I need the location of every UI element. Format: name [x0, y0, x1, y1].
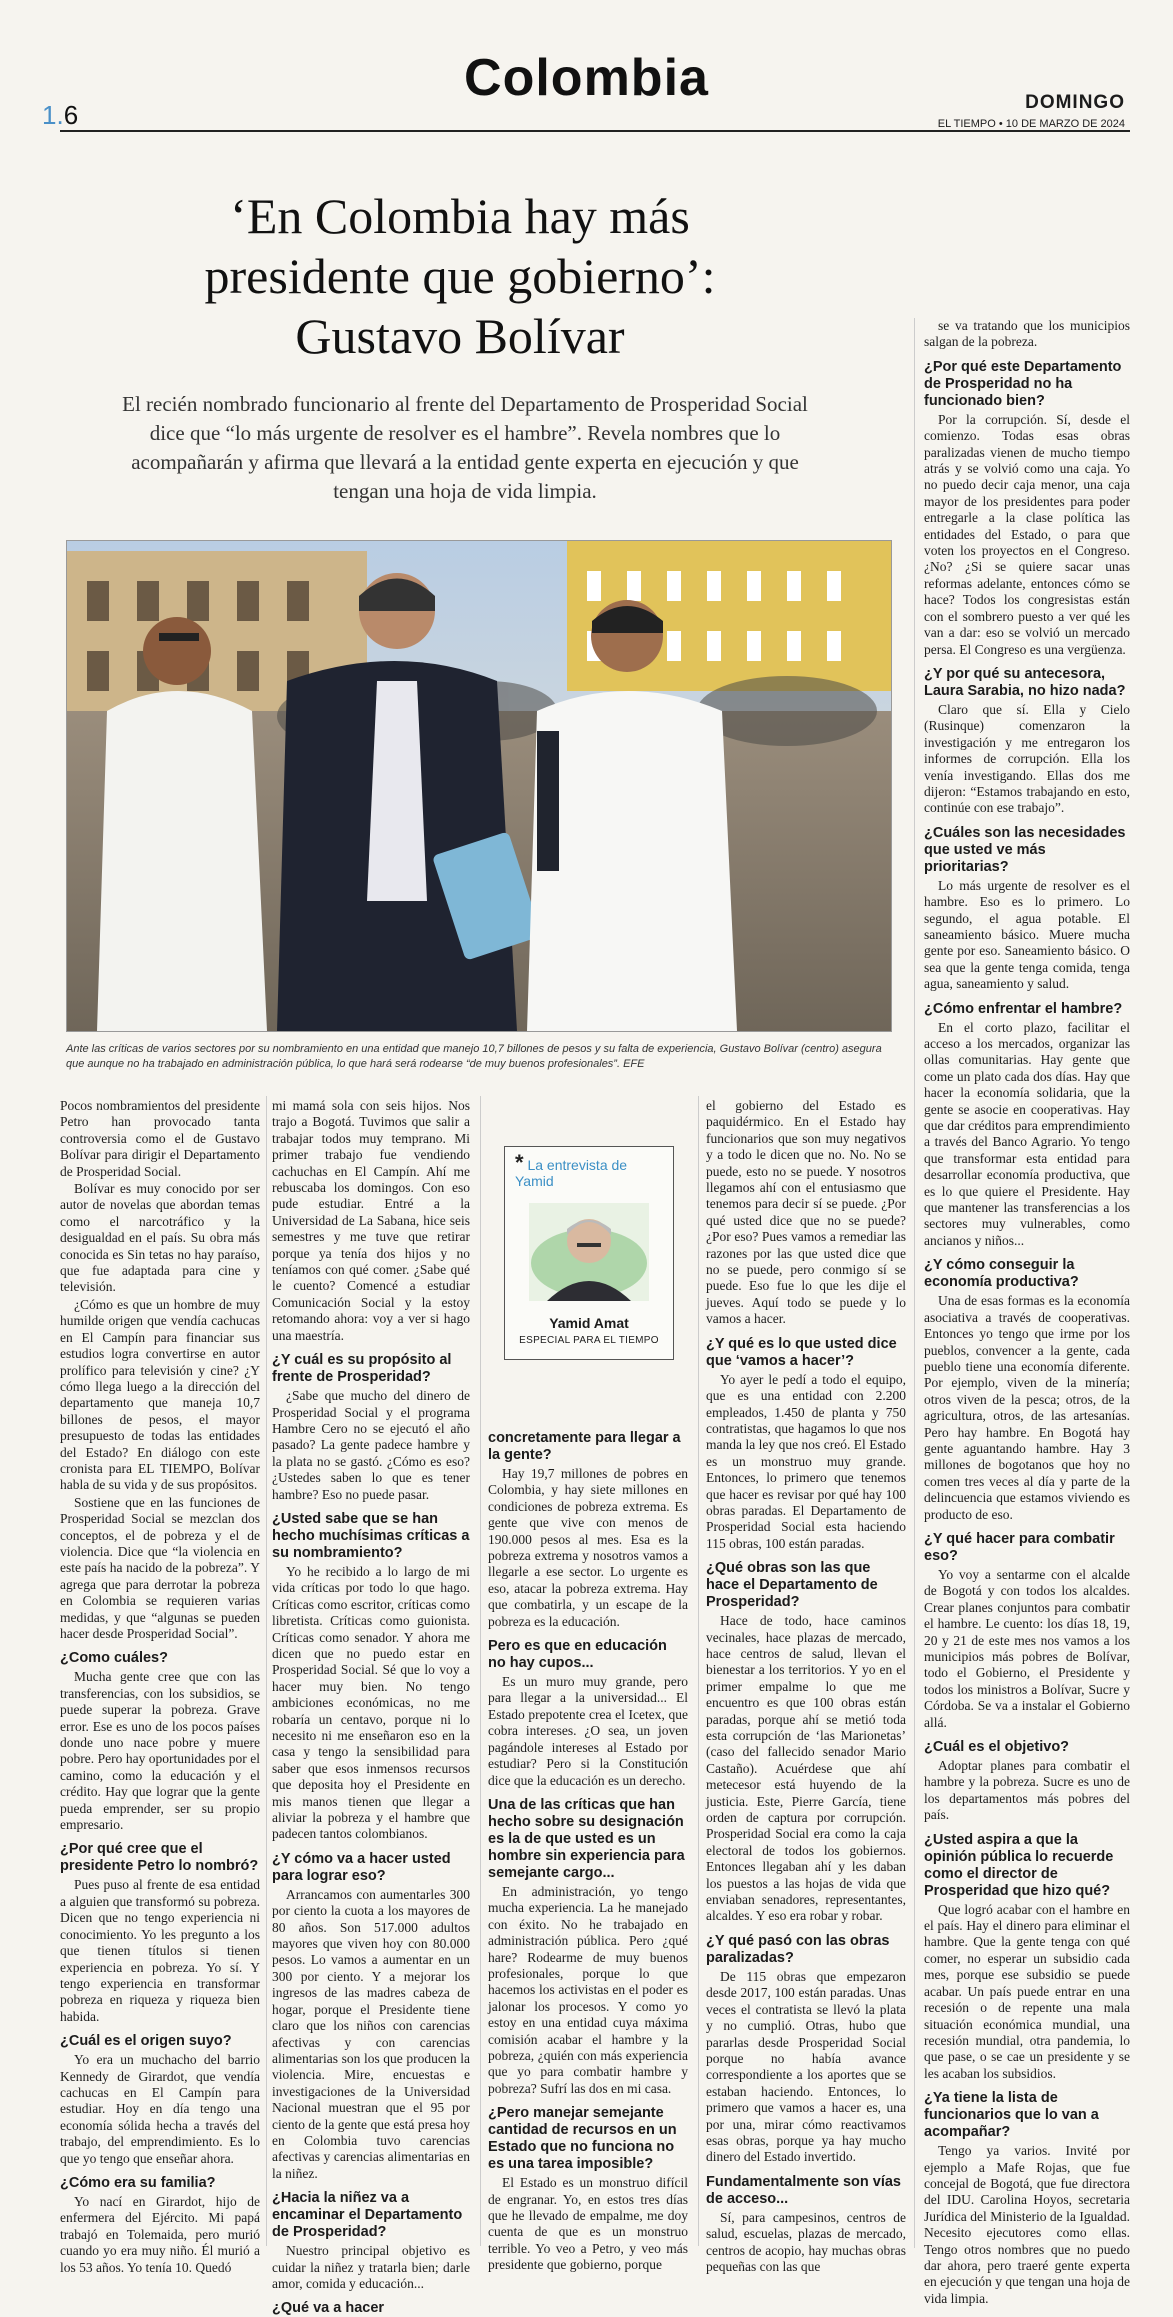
- author-name: Yamid Amat: [549, 1315, 629, 1331]
- article-paragraph: Lo más urgente de resolver es el hambre. Eso es lo primero. Lo segundo, el agua potable. El saneamiento básico. Muere mucha gente por eso. Saneamiento básico. O sea que la gente tenga comida, tenga agua, saneamiento y salud.: [924, 877, 1130, 992]
- day-label: DOMINGO: [1025, 92, 1125, 113]
- header-rule: [60, 130, 1130, 132]
- question-heading: ¿Usted aspira a que la opinión pública lo recuerde como el director de Prosperidad que hizo qué?: [924, 1831, 1114, 1899]
- article-paragraph: De 115 obras que empezaron desde 2017, 100 están paradas. Unas veces el contratista se llevó la plata y no cumplió. Otras, hubo que pararlas desde Prosperidad Social porque no había avance correspondiente a los aportes que se estaban haciendo. Entonces, lo primero que vamos a hacer es, una por una, mirar cómo reactivamos esas obras, porque ya hay mucho dinero del Estado invertido.: [706, 1968, 906, 2165]
- author-role: ESPECIAL PARA EL TIEMPO: [519, 1335, 659, 1346]
- article-paragraph: Tengo ya varios. Invité por ejemplo a Mafe Rojas, que fue concejal de Bogotá, que fue directora del IDU. Carolina Hoyos, secretaria Jurídica del Ministerio de la Igualdad. Necesito ejecutores como ellas. Tengo otros nombres que no puedo dar ahora, pero traeré gente experta en ejecución y que tengan una hoja de vida limpia.: [924, 2143, 1130, 2306]
- column-divider: [480, 1096, 481, 2246]
- article-paragraph: mi mamá sola con seis hijos. Nos trajo a Bogotá. Tuvimos que salir a trabajar todos muy temprano. Mi primer trabajo fue vendiendo cachuchas en El Campín. Ahí me rebuscaba los domingos. Con eso pude estudiar. Entré a la Universidad de La Sabana, hice seis semestres y me tuve que retirar porque ya tenía dos hijos y no teníamos con qué comer. ¿Sabe qué le cuento? Comencé a estudiar Comunicación Social y la estoy retomando ahora: voy a ver si hago una maestría.: [272, 1098, 470, 1343]
- article-paragraph: ¿Sabe que mucho del dinero de Prosperidad Social y el programa Hambre Cero no se ejecutó el año pasado? La gente padece hambre y la plata no se gastó. ¿Cómo es eso? ¿Ustedes saben lo que es tener hambre? Eso no puede pasar.: [272, 1388, 470, 1502]
- question-heading: ¿Ya tiene la lista de funcionarios que lo van a acompañar?: [924, 2090, 1099, 2141]
- article-paragraph: Yo era un muchacho del barrio Kennedy de Girardot, que vendía cachucas en El Campín para estudiar. Hoy en día tengo una economía sólida hecha a través del trabajo, del emprendimiento. Es lo que yo tengo que enseñar ahora.: [60, 2052, 260, 2166]
- article-paragraph: Bolívar es muy conocido por ser autor de novelas que abordan temas como el narcotráfico y la desigualdad en el país. Su obra más conocida es Sin tetas no hay paraíso, que fue adaptada para cine y televisión.: [60, 1181, 260, 1295]
- article-paragraph: Que logró acabar con el hambre en el país. Hay el dinero para eliminar el hambre. Que la gente tenga con qué comer, no esperar un subsidio cada mes, porque ese subsidio se puede acabar. Un país puede entrar en una recesión o de repente una mala situación económica mundial, una recesión mundial, otra pandemia, lo que pase, o se cae un presidente y se les acaban los subsidios.: [924, 1901, 1130, 2081]
- article-paragraph: Una de esas formas es la economía asociativa a través de cooperativas. Entonces yo tengo que irme por los pueblos, convencer a la gente, cada pueblo tiene una economía diferente. Por ejemplo, viven de la minería; otros viven de la pesca; otros, de la agricultura, otros, de las artesanías. Pero hay hambre. En Bogotá hay gente aguantando hambre. Hay 3 millones de bogotanos que hoy no comen tres veces al día y parte de la delincuencia que estamos viviendo es producto de eso.: [924, 1293, 1130, 1522]
- question-heading: ¿Por qué cree que el presidente Petro lo nombró?: [60, 1841, 259, 1875]
- main-photo: [66, 540, 892, 1032]
- article-paragraph: Pues puso al frente de esa entidad a alguien que transformó su pobreza. Dicen que no tengo experiencia ni conocimiento. Yo les pregunto a los que tienen títulos si tienen experiencia en pobreza. Yo sí. Y tengo experiencia en transformar pobreza en riqueza y riqueza bien habida.: [60, 1877, 260, 2024]
- column-divider: [266, 1096, 267, 2246]
- section-title: Colombia: [464, 49, 709, 107]
- question-heading: ¿Usted sabe que se han hecho muchísimas críticas a su nombramiento?: [272, 1510, 470, 1561]
- question-heading: Una de las críticas que han hecho sobre su designación es la de que usted es un hombre sin experiencia para semejante cargo...: [488, 1796, 685, 1881]
- interview-kicker: * La entrevista de Yamid: [515, 1150, 628, 1189]
- question-heading: ¿Cuál es el origen suyo?: [60, 2033, 232, 2050]
- article-paragraph: ¿Cómo es que un hombre de muy humilde origen que vendía cachucas en El Campín para financiar sus estudios logra convertirse en autor prolífico para televisión y cine? ¿Y cómo llega luego a la dirección del departamento que maneja 10,7 billones de pesos, el mayor presupuesto de todas las entidades del Estado? En diálogo con este cronista para EL TIEMPO, Bolívar habla de su vida y de sus propósitos.: [60, 1296, 260, 1493]
- question-heading: ¿Pero manejar semejante cantidad de recursos en un Estado que no funciona no es una tarea imposible?: [488, 2105, 677, 2173]
- question-heading: ¿Por qué este Departamento de Prosperidad no ha funcionado bien?: [924, 358, 1122, 409]
- question-heading: ¿Cómo era su familia?: [60, 2174, 216, 2191]
- question-heading: ¿Y cómo va a hacer usted para lograr eso?: [272, 1850, 451, 1884]
- article-paragraph: Sí, para campesinos, centros de salud, escuelas, plazas de mercado, centros de acopio, hay muchas obras pequeñas con las que: [706, 2209, 906, 2274]
- question-heading: ¿Hacia la niñez va a encaminar el Departamento de Prosperidad?: [272, 2190, 463, 2241]
- article-paragraph: El Estado es un monstruo difícil de engranar. Yo, en estos tres días que he llevado de empalme, me doy cuenta de que es un monstruo terrible. Yo veo a Petro, y veo más presidente que gobierno, porque: [488, 2175, 688, 2273]
- article-paragraph: Arrancamos con aumentarles 300 por ciento la cuota a los mayores de 80 años. Son 517.000 adultos mayores que viven hoy con 80.000 pesos. Lo vamos a aumentar en un 300 por ciento. Y a mejorar los ingresos de las madres cabeza de hogar, porque el Presidente tiene claro que los niños con carencias afectivas y con carencias alimentarias son los que producen la violencia. Mire, encuestas e investigaciones de la Universidad Nacional muestran que el 95 por ciento de la gente que está presa hoy en Colombia tuvo carencias afectivas y carencias alimentarias en la niñez.: [272, 1886, 470, 2181]
- article-paragraph: se va tratando que los municipios salgan de la pobreza.: [924, 318, 1130, 350]
- question-heading: ¿Cuál es el objetivo?: [924, 1739, 1070, 1756]
- page-number: 1.6: [42, 100, 79, 130]
- article-column-1: [60, 1098, 260, 2275]
- question-heading: ¿Cómo enfrentar el hambre?: [924, 1000, 1123, 1017]
- question-heading: ¿Qué va a hacer: [272, 2300, 385, 2317]
- article-paragraph: Mucha gente cree que con las transferencias, con los subsidios, se puede superar la pobreza. Grave error. Ese es uno de los pocos países donde uno nace pobre y muere pobre. Pero hay oportunidades por el camino, como la educación y el crédito. Hay que lograr que la gente pueda emprender, ser su propio empresario.: [60, 1669, 260, 1833]
- article-paragraph: Yo he recibido a lo largo de mi vida críticas por todo lo que hago. Críticas como escritor, críticas como libretista. Críticas como guionista. Críticas como senador. Y ahora me dicen que no puedo estar en Prosperidad Social. Sé que lo voy a hacer muy bien. No tengo ambiciones económicas, no me robaría un centavo, porque ni lo necesito ni me enseñaron eso en la casa y tengo la sensibilidad para saber que esos inmensos recursos que deposita hoy el Presidente en mis manos tienen que llegar a aliviar la pobreza y el hambre que padecen tantos colombianos.: [272, 1563, 470, 1842]
- column-divider: [914, 318, 915, 2248]
- article-paragraph: el gobierno del Estado es paquidérmico. En el Estado hay funcionarios que son muy negativos y a todo le dicen que no. No. No se puede, esto no se puede. Y nosotros llegamos ahí con el entusiasmo que tenemos para decir sí se puede. ¿Por qué usted dice que no se puede? ¿Por eso? Pues vamos a remediar las razones por las que usted dice que no se puede, pero conmigo sí se puede. Eso fue lo que les dije el jueves. Aquí todo se puede y lo vamos a hacer.: [706, 1098, 906, 1327]
- question-heading: Pero es que en educación no hay cupos...: [488, 1638, 667, 1672]
- author-portrait: [529, 1203, 649, 1301]
- standfirst: El recién nombrado funcionario al frente del Departamento de Prosperidad Social dice que “lo más urgente de resolver es el hambre”. Revela nombres que lo acompañarán y afirma que llevará a la entidad gente experta en ejecución y que tengan una hoja de vida limpia.: [122, 392, 808, 503]
- article-paragraph: En el corto plazo, facilitar el acceso a los mercados, organizar las ollas comunitarias. Hay gente que come un plato cada dos días. Hay que hacer la economía solidaria, que la gente se asocie en cooperativas. Hay que dar créditos para emprendimiento a través del Banco Agrario. Yo tengo que transformar esta entidad para desarrollar economía productiva, que es lo que quiere el Presidente. Hay que mantener las transferencias a los sectores muy vulnerables, como ancianos y niños...: [924, 1019, 1130, 1248]
- question-heading: ¿Y cómo conseguir la economía productiva?: [924, 1257, 1079, 1291]
- question-heading: concretamente para llegar a la gente?: [488, 1430, 681, 1463]
- article-paragraph: Yo voy a sentarme con el alcalde de Bogotá y con todos los alcaldes. Crear planes conjuntos para combatir el hambre. Le cuento: los días 18, 19, 20 y 21 de este mes nos vamos a los municipios más pobres de Bolívar, todo el Gobierno, el Presidente y todos los ministros a Bolívar, Sucre y Córdoba. Se va a instalar el Gobierno allá.: [924, 1566, 1130, 1730]
- headline: [60, 186, 860, 366]
- article-paragraph: Yo ayer le pedí a todo el equipo, que es una entidad con 2.200 empleados, 1.450 de planta y 750 contratistas, que hagamos lo que nos manda la ley que nos creó. El Estado es un monstruo muy grande. Entonces, lo primero que tenemos que hacer es revisar por qué hay 100 obras paradas. El Departamento de Prosperidad Social esta haciendo 115 obras, 100 están paradas.: [706, 1371, 906, 1551]
- question-heading: ¿Cuáles son las necesidades que usted ve más prioritarias?: [924, 824, 1126, 875]
- article-paragraph: Es un muro muy grande, pero para llegar a la universidad... El Estado prepotente crea el Icetex, que cobra intereses. ¿O sea, un joven pagándole intereses al Estado por estudiar? Pero si la Constitución dice que la educación es un derecho.: [488, 1674, 688, 1788]
- question-heading: ¿Y por qué su antecesora, Laura Sarabia, no hizo nada?: [924, 665, 1126, 699]
- article-paragraph: Pocos nombramientos del presidente Petro han provocado tanta controversia como el de Gustavo Bolívar para dirigir el Departamento de Prosperidad Social.: [60, 1098, 260, 1179]
- question-heading: ¿Y qué es lo que usted dice que ‘vamos a hacer’?: [706, 1335, 897, 1369]
- question-heading: ¿Y cuál es su propósito al frente de Prosperidad?: [272, 1352, 452, 1386]
- question-heading: ¿Y qué pasó con las obras paralizadas?: [706, 1932, 890, 1966]
- interview-box: [504, 1146, 674, 1360]
- question-heading: ¿Y qué hacer para combatir eso?: [924, 1530, 1115, 1564]
- edition-line: EL TIEMPO • 10 DE MARZO DE 2024: [937, 118, 1125, 130]
- article-paragraph: Hay 19,7 millones de pobres en Colombia, y hay siete millones en condiciones de pobreza extrema. Es gente que vive con menos de 190.000 pesos al mes. Esa es la pobreza extrema y nosotros vamos a llegarle a ese sector. Lo urgente es eso, atacar la pobreza extrema. Hay que combatirla, y un escape de la pobreza es la educación.: [488, 1466, 688, 1629]
- headline-line: ‘En Colombia hay más: [230, 188, 690, 244]
- headline-line: Gustavo Bolívar: [295, 308, 625, 364]
- photo-caption: Ante las críticas de varios sectores por su nombramiento en una entidad que manejo 10,7 billones de pesos y su falta de experiencia, Gustavo Bolívar (centro) asegura que aunque no ha trabajado en administración pública, lo que hará será rodearse “de muy buenos profesionales”. EFE: [66, 1043, 882, 1070]
- photo-illustration: [67, 541, 891, 1031]
- article-paragraph: Claro que sí. Ella y Cielo (Rusinque) comenzaron la investigación y me entregaron los informes de corrupción. Ella los venía investigando. Ellas dos me dijeron: “Estamos trabajando en esto, continúe con ese trabajo”.: [924, 701, 1130, 816]
- asterisk-icon: *: [515, 1150, 524, 1175]
- question-heading: ¿Qué obras son las que hace el Departamento de Prosperidad?: [706, 1560, 878, 1611]
- question-heading: Fundamentalmente son vías de acceso...: [706, 2173, 901, 2207]
- headline-line: presidente que gobierno’:: [204, 248, 716, 304]
- article-paragraph: Sostiene que en las funciones de Prosperidad Social se mezclan dos conceptos, el de pobreza y el de violencia. Dice que “la violencia en este país ha nacido de la pobreza”. Y agrega que para derrotar la pobreza en Colombia se requieren varias medidas, y que “algunas se pueden hacer desde Prosperidad Social”.: [60, 1494, 260, 1641]
- article-paragraph: En administración, yo tengo mucha experiencia. La he manejado con éxito. No he trabajado en administración pública. Pero ¿qué hare? Rodearme de muy buenos profesionales, porque lo que hacemos los activistas en el poder es jalonar los procesos. Y como yo estoy en una entidad cuya máxima comisión acabar el hambre y la pobreza, ¿quién con más experiencia que yo para combatir hambre y pobreza? Sufrí las dos en mi casa.: [488, 1883, 688, 2096]
- article-column-right: [924, 318, 1130, 2306]
- question-heading: ¿Como cuáles?: [60, 1650, 168, 1667]
- article-paragraph: Yo nací en Girardot, hijo de enfermera del Ejército. Mi papá trabajó en Tolemaida, pero murió cuando yo era muy niño. Él murió a los 53 años. Yo tenía 10. Quedó: [60, 2193, 260, 2275]
- article-paragraph: Por la corrupción. Sí, desde el comienzo. Todas esas obras paralizadas vienen de mucho tiempo atrás y se volvió como una caja. Yo no puedo decir caja menor, una caja mayor de los presidentes para poder entregarle a la clase política las entidades del Estado, o para que voten los proyectos en el Congreso. ¿No? ¿Si se quiere sacar unas reformas adelante, entonces cómo se hace? Todos los congresistas están con el sombrero puesto a ver qué les van a dar: eso se volvió un mercado persa. El Congreso es una vergüenza.: [924, 411, 1130, 657]
- article-column-2: [272, 1098, 470, 2317]
- article-paragraph: Adoptar planes para combatir el hambre y la pobreza. Sucre es uno de los departamentos más pobres del país.: [924, 1758, 1130, 1823]
- column-divider: [698, 1096, 699, 2246]
- article-column-3: [488, 1430, 688, 2273]
- article-paragraph: Hace de todo, hace caminos vecinales, hace plazas de mercado, hace centros de salud, llevan el bienestar a los territorios. Y yo en el primer empalme lo que me encuentro es que 100 obras están paradas, porque ahí se metió toda esta corrupción de ‘las Marionetas’ (caso del fallecido senador Mario Castaño). Acuérdese que ahí metecesor está huyendo de la justicia. Este, Pierre García, tiene orden de captura por corrupción. Prosperidad Social era como la caja electoral de todos los gobiernos. Entonces llegaban ahí y les daban los puestos a las hojas de vida que enviaban senadores, representantes, alcaldes. Y eso era robar y robar.: [706, 1613, 906, 1924]
- article-paragraph: Nuestro principal objetivo es cuidar la niñez y tratarla bien; darle amor, comida y educación...: [272, 2243, 470, 2291]
- article-column-4: [706, 1098, 906, 2274]
